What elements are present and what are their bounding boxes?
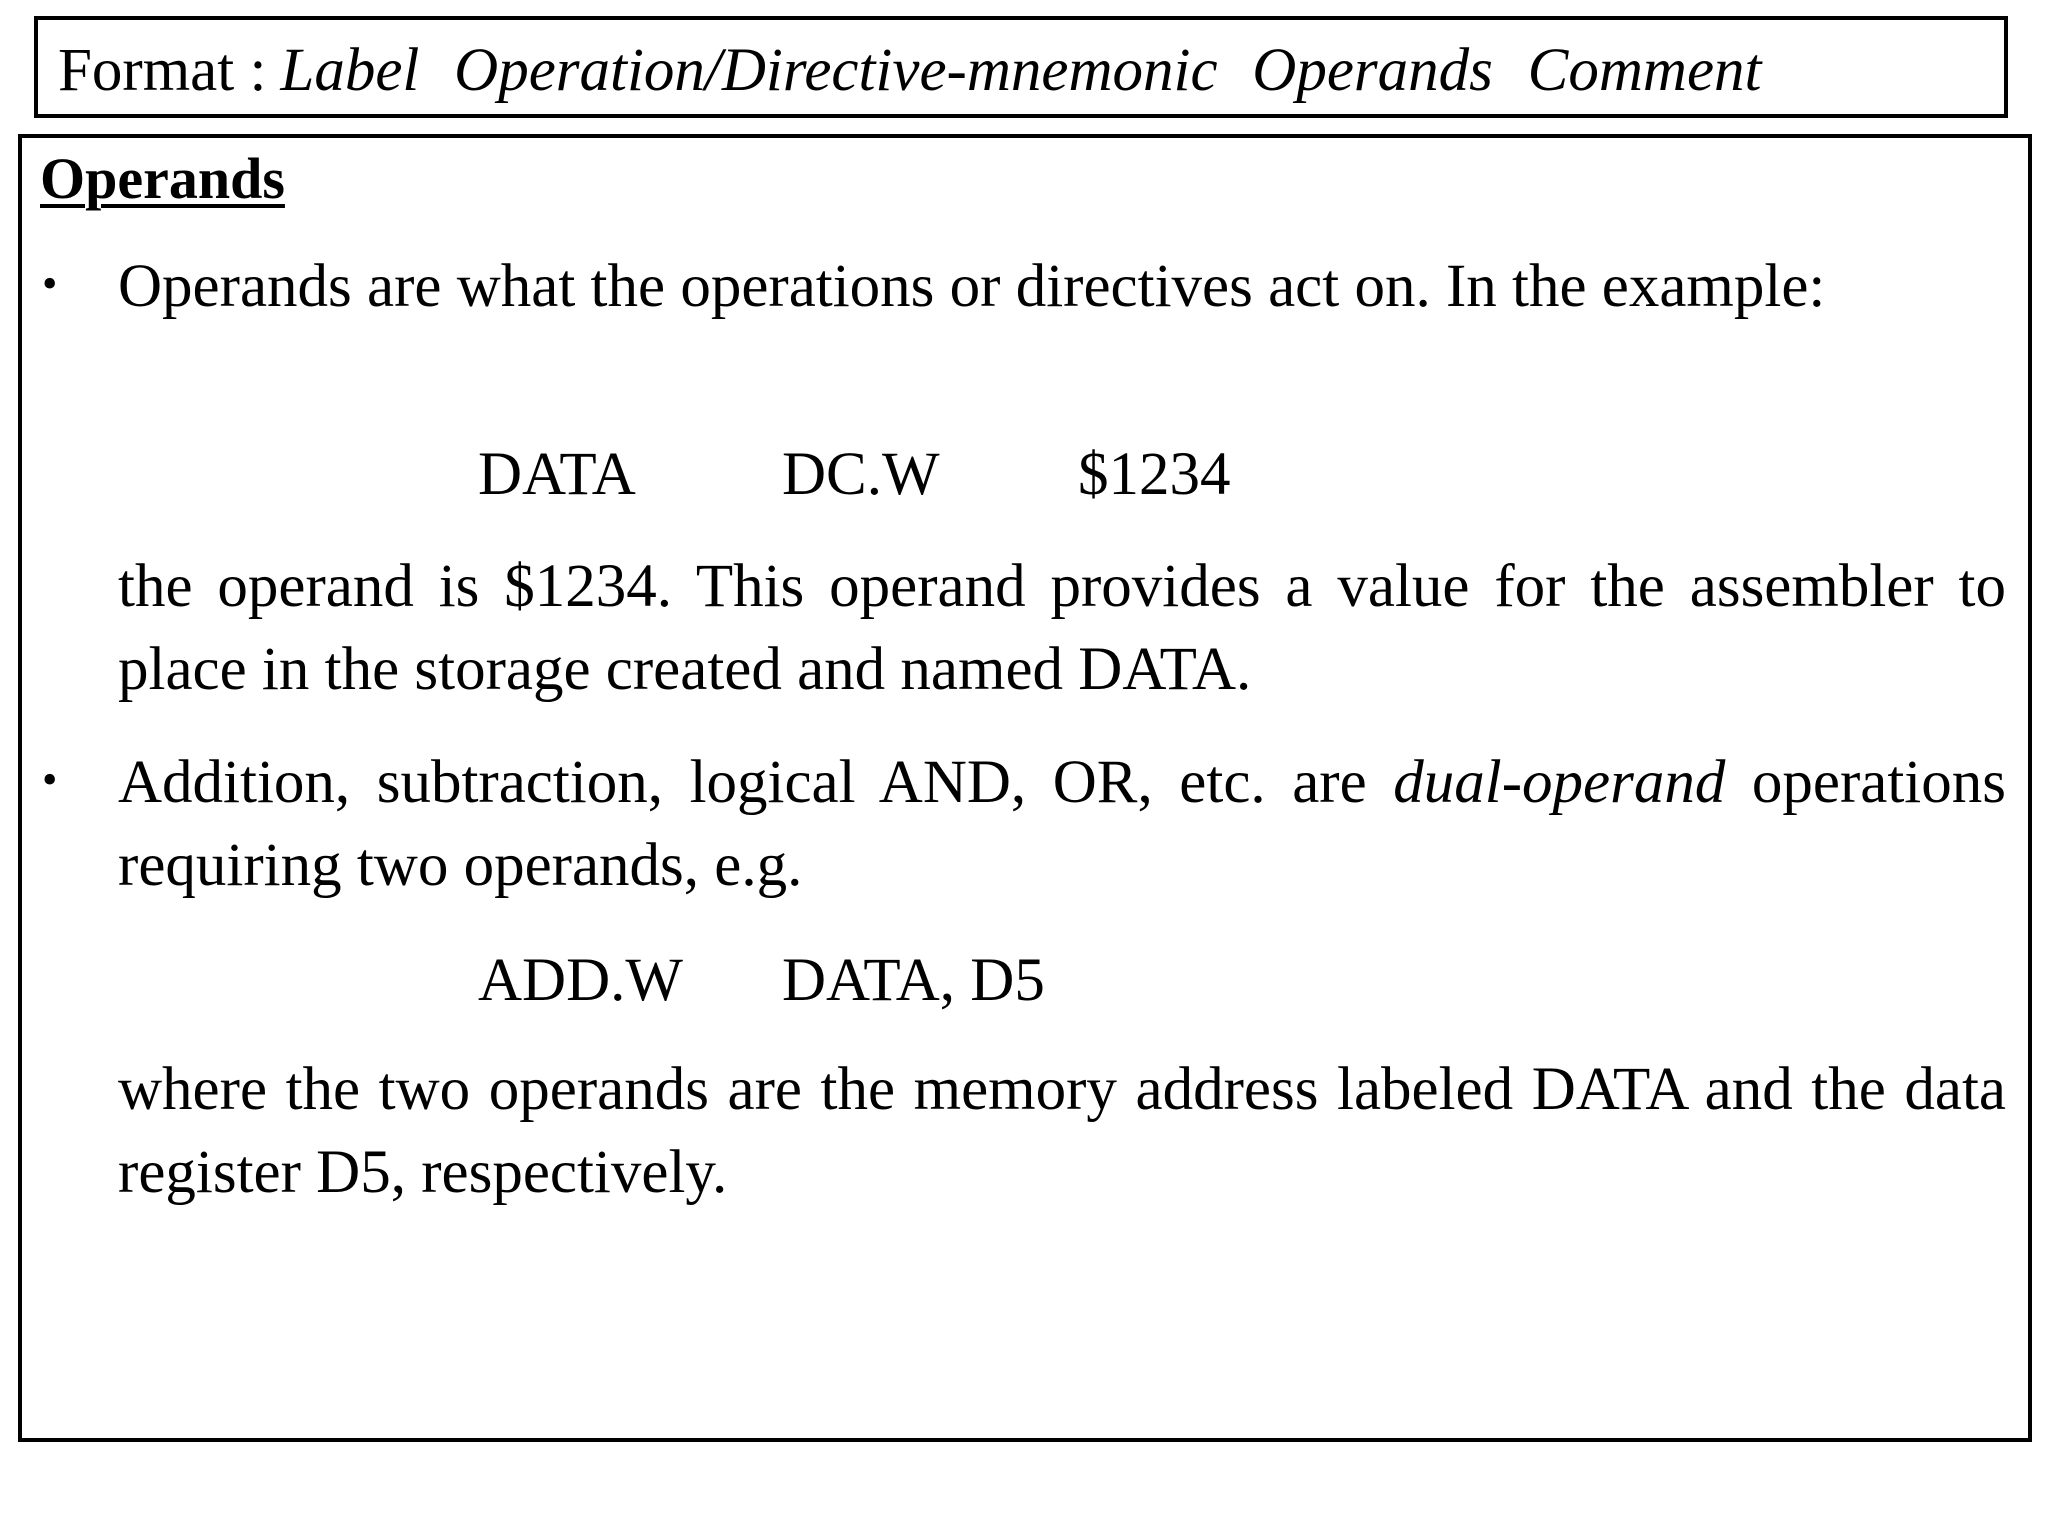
bullet-marker-1: •: [42, 259, 58, 308]
example-2-operands: DATA, D5: [782, 947, 1045, 1014]
bullet-2-emphasis: dual-operand: [1393, 749, 1726, 816]
section-heading: Operands: [40, 146, 285, 211]
explanation-2-text: where the two operands are the memory address labeled DATA and the data register D5, respectively.: [118, 1056, 2006, 1206]
example-2-mnemonic: ADD.W: [478, 947, 683, 1014]
format-prefix: Format :: [58, 37, 267, 104]
example-1-mnemonic: DC.W: [782, 441, 940, 508]
bullet-2-text-after: operations requiring two operands, e.g.: [118, 749, 2006, 899]
bullet-1-text: Operands are what the operations or directives act on. In the example:: [118, 253, 1826, 320]
example-1-label: DATA: [478, 441, 636, 508]
format-fields: Label Operation/Directive-mnemonic Operands Comment: [280, 37, 1762, 104]
format-header-box: [34, 16, 2008, 118]
example-1-operand: $1234: [1078, 441, 1231, 508]
explanation-1-text: the operand is $1234. This operand provides a value for the assembler to place in the storage created and named DATA.: [118, 553, 2006, 703]
bullet-2-text: [118, 741, 2006, 907]
bullet-marker-2: •: [42, 755, 58, 804]
bullet-2-text-before: Addition, subtraction, logical AND, OR, etc. are: [118, 749, 1394, 816]
